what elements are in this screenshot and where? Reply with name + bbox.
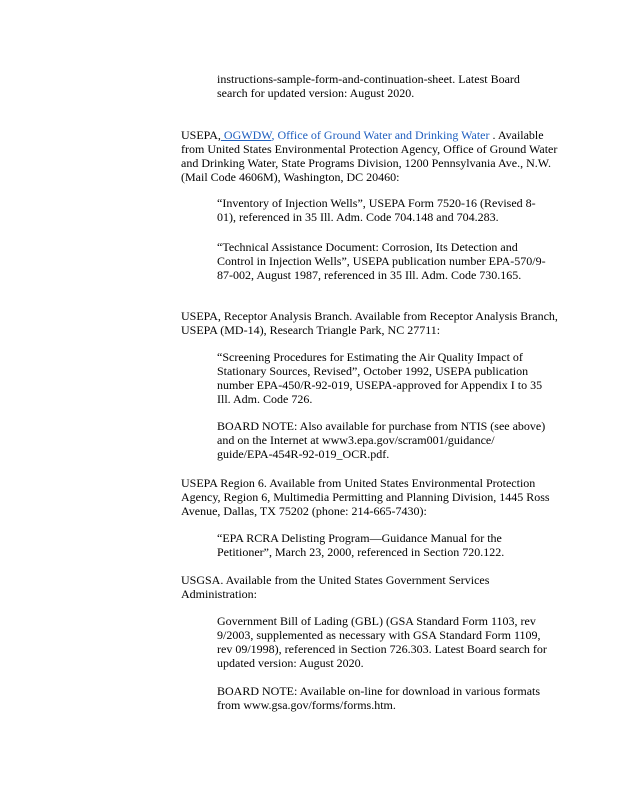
continued-entry-fragment: instructions-sample-form-and-continuation-sheet. Latest Board search for updated version: August 2020. xyxy=(217,72,520,100)
usepa-ogwdw-prefix: USEPA, xyxy=(181,128,221,142)
usepa-ogwdw-entry-1: “Inventory of Injection Wells”, USEPA Form 7520-16 (Revised 8-01), referenced in 35 Ill. Adm. Code 704.148 and 704.283. xyxy=(217,196,536,224)
usepa-ogwdw-intro xyxy=(181,128,561,184)
usepa-region6-intro: USEPA Region 6. Available from United States Environmental Protection Agency, Region 6, Multimedia Permitting and Planning Division, 1445 Ross Avenue, Dallas, TX 75202 (phone: 214-665-7430): xyxy=(181,476,550,518)
usgsa-intro: USGSA. Available from the United States Government Services Administration: xyxy=(181,573,490,601)
ogwdw-full-name-link[interactable]: Office of Ground Water and Drinking Water xyxy=(274,128,490,142)
usepa-ogwdw-entry-2: “Technical Assistance Document: Corrosion, Its Detection and Control in Injection Wells”, USEPA publication number EPA-570/9-87-002, August 1987, referenced in 35 Ill. Adm. Code 730.165. xyxy=(217,240,546,282)
usepa-ogwdw-availability: . Available from United States Environmental Protection Agency, Office of Ground Water and Drinking Water, State Programs Division, 1200 Pennsylvania Ave., N.W. (Mail Code 4606M), Washington, DC 20460: xyxy=(181,128,558,184)
usepa-receptor-intro: USEPA, Receptor Analysis Branch. Available from Receptor Analysis Branch, USEPA (MD-14), Research Triangle Park, NC 27711: xyxy=(181,309,558,337)
usgsa-entry-1: Government Bill of Lading (GBL) (GSA Standard Form 1103, rev 9/2003, supplemented as necessary with GSA Standard Form 1109, rev 09/1998), referenced in Section 726.303. Latest Board search for updated version: August 2020. xyxy=(217,614,547,670)
usepa-region6-entry-1: “EPA RCRA Delisting Program—Guidance Manual for the Petitioner”, March 23, 2000, referenced in Section 720.122. xyxy=(217,531,505,559)
usgsa-board-note: BOARD NOTE: Available on-line for download in various formats from www.gsa.gov/forms/forms.htm. xyxy=(217,684,541,712)
usepa-receptor-board-note: BOARD NOTE: Also available for purchase from NTIS (see above) and on the Internet at www3.epa.gov/scram001/guidance/ guide/EPA-454R-92-019_OCR.pdf. xyxy=(217,419,546,461)
ogwdw-link-separator: , xyxy=(271,128,275,142)
usepa-receptor-entry-1: “Screening Procedures for Estimating the Air Quality Impact of Stationary Sources, Revised”, October 1992, USEPA publication number EPA-450/R-92-019, USEPA-approved for Appendix I to 35 Ill. Adm. Code 726. xyxy=(217,350,543,406)
ogwdw-link[interactable]: OGWDW xyxy=(220,128,272,142)
